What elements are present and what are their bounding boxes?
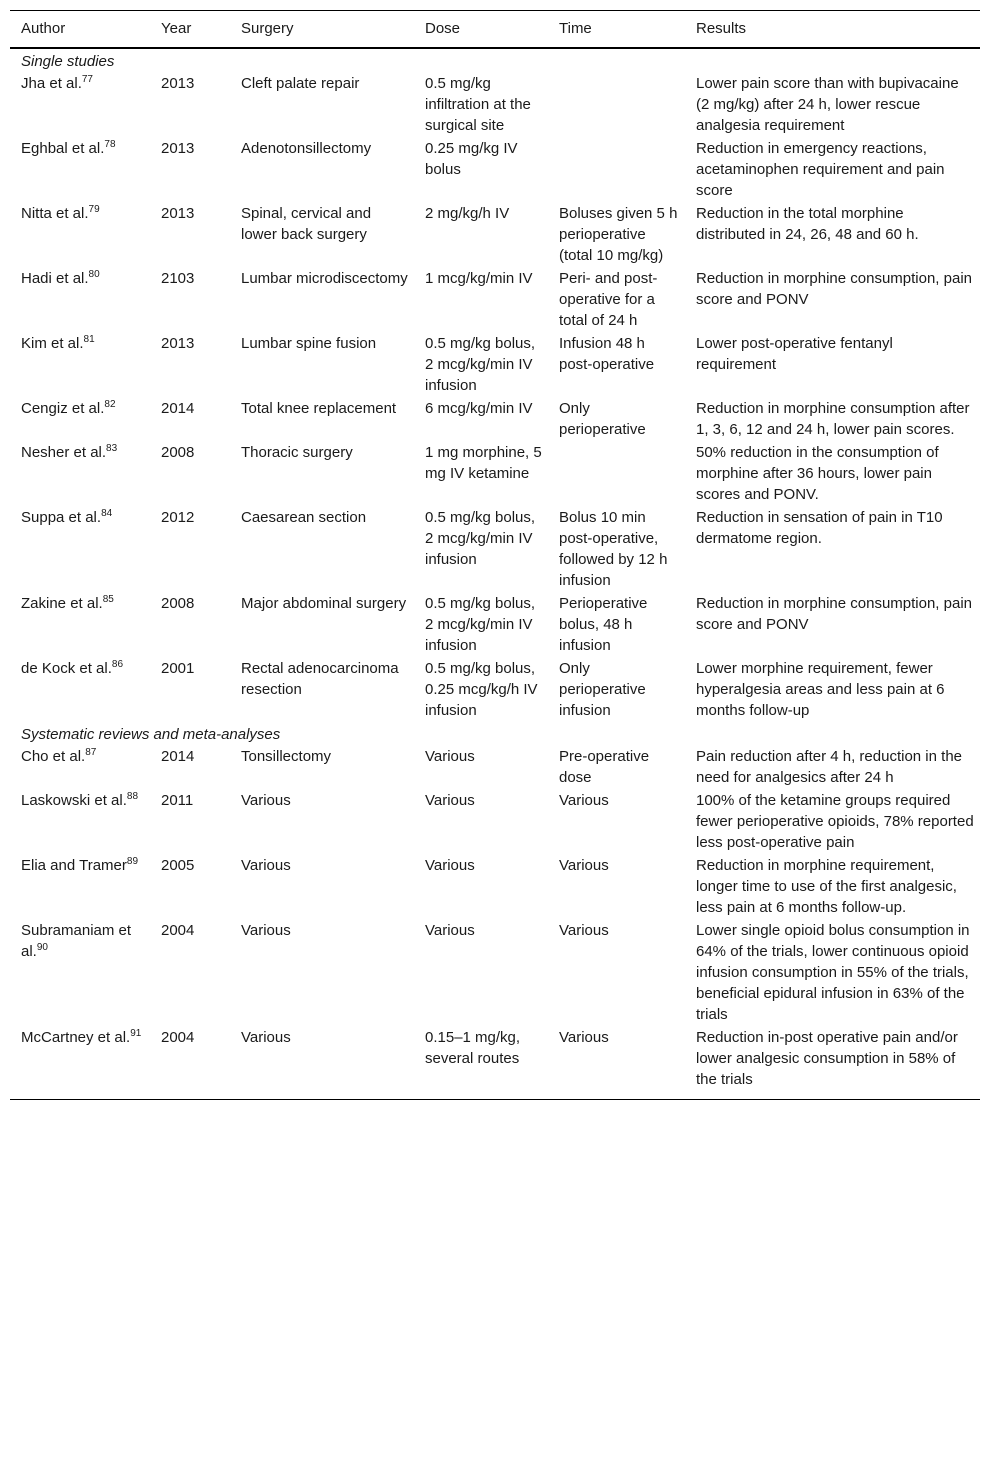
table-row (10, 441, 980, 506)
cell-time: Various (559, 857, 609, 874)
cell-results: Reduction in morphine requirement, longer time to use of the first analgesic, less pain at 6 months follow-up. (696, 857, 957, 916)
cell-time: Infusion 48 h post-operative (559, 335, 655, 373)
cell-year: 2013 (161, 205, 195, 222)
table-row (10, 332, 980, 397)
cell-surgery: Thoracic surgery (241, 444, 353, 461)
cell-surgery: Various (241, 922, 291, 939)
header-results: Results (685, 11, 980, 49)
cell-year: 2013 (161, 335, 195, 352)
table-row (10, 506, 980, 592)
reference-number: 79 (88, 204, 100, 215)
cell-dose: Various (425, 857, 475, 874)
table-row (10, 657, 980, 722)
cell-surgery: Various (230, 1026, 414, 1100)
cell-surgery: Lumbar spine fusion (241, 335, 377, 352)
author-name: Hadi et al. (21, 270, 89, 287)
cell-year: 2012 (161, 509, 195, 526)
author-name: Cengiz et al. (21, 400, 105, 417)
cell-surgery: Caesarean section (241, 509, 367, 526)
author-name: Suppa et al. (21, 509, 102, 526)
author-name: Eghbal et al. (21, 140, 105, 157)
cell-time: Boluses given 5 h perioperative (total 10 mg/kg) (559, 205, 678, 264)
author-name: McCartney et al. (21, 1029, 131, 1046)
reference-number: 80 (88, 269, 100, 280)
cell-year: 2001 (161, 660, 195, 677)
header-year: Year (150, 11, 230, 49)
cell-dose: 0.5 mg/kg bolus, 2 mcg/kg/min IV infusion (425, 335, 536, 394)
section-title: Single studies (21, 53, 115, 70)
cell-results: Reduction in emergency reactions, acetaminophen requirement and pain score (696, 140, 945, 199)
cell-author (10, 657, 150, 722)
cell-results: Lower single opioid bolus consumption in 64% of the trials, lower continuous opioid infusion consumption in 55% of the trials, beneficial epidural infusion in 63% of the trials (696, 922, 970, 1023)
author-name: Nesher et al. (21, 444, 107, 461)
header-dose: Dose (414, 11, 548, 49)
table-row (10, 745, 980, 789)
cell-results: Reduction in morphine consumption, pain score and PONV (696, 595, 972, 633)
cell-time (548, 72, 685, 137)
cell-time: Various (548, 1026, 685, 1100)
cell-surgery: Adenotonsillectomy (241, 140, 372, 157)
section-heading-row (10, 48, 980, 72)
cell-year: 2014 (161, 400, 195, 417)
cell-author (10, 745, 150, 789)
cell-time: Various (559, 922, 609, 939)
cell-dose: 0.5 mg/kg bolus, 0.25 mcg/kg/h IV infusion (425, 660, 538, 719)
cell-dose: 1 mg morphine, 5 mg IV ketamine (425, 444, 542, 482)
reference-number: 83 (106, 443, 118, 454)
table-row (10, 1026, 980, 1100)
table-row (10, 919, 980, 1026)
cell-year: 2014 (161, 748, 195, 765)
cell-author (10, 72, 150, 137)
author-name: Laskowski et al. (21, 792, 127, 809)
cell-time: Only perioperative (559, 400, 646, 438)
cell-results: Reduction in-post operative pain and/or lower analgesic consumption in 58% of the trials (685, 1026, 980, 1100)
author-name: Kim et al. (21, 335, 84, 352)
cell-time: Bolus 10 min post-operative, followed by 12 h infusion (559, 509, 668, 589)
cell-time (548, 137, 685, 202)
cell-author (10, 137, 150, 202)
cell-results: Pain reduction after 4 h, reduction in the need for analgesics after 24 h (696, 748, 963, 786)
cell-dose: Various (425, 922, 475, 939)
cell-time: Peri- and post-operative for a total of 24 h (559, 270, 658, 329)
cell-results: Lower post-operative fentanyl requirement (696, 335, 893, 373)
table-body (10, 48, 980, 1100)
cell-time (548, 441, 685, 506)
cell-surgery: Lumbar microdiscectomy (241, 270, 408, 287)
cell-surgery: Tonsillectomy (241, 748, 332, 765)
section-title: Systematic reviews and meta-analyses (21, 726, 281, 743)
table-row (10, 137, 980, 202)
reference-number: 88 (126, 791, 139, 802)
cell-surgery: Major abdominal surgery (241, 595, 407, 612)
cell-author (10, 202, 150, 267)
cell-author (10, 854, 150, 919)
cell-dose: 0.5 mg/kg infiltration at the surgical site (425, 75, 531, 134)
cell-year: 2008 (161, 595, 195, 612)
cell-dose: 1 mcg/kg/min IV (425, 270, 533, 287)
cell-dose: 0.15–1 mg/kg, several routes (414, 1026, 548, 1100)
cell-surgery: Total knee replacement (241, 400, 397, 417)
header-author: Author (10, 11, 150, 49)
cell-time: Only perioperative infusion (559, 660, 646, 719)
cell-dose: Various (425, 792, 475, 809)
table-row (10, 854, 980, 919)
cell-year: 2011 (161, 792, 194, 809)
reference-number: 84 (101, 508, 113, 519)
cell-dose: 0.5 mg/kg bolus, 2 mcg/kg/min IV infusion (425, 595, 536, 654)
author-name: Subramaniam et al. (21, 922, 132, 960)
cell-time: Pre-operative dose (559, 748, 650, 786)
table-row (10, 789, 980, 854)
author-name: Elia and Tramer (21, 857, 127, 874)
cell-results: Reduction in the total morphine distributed in 24, 26, 48 and 60 h. (696, 205, 919, 243)
cell-author (10, 332, 150, 397)
cell-results: Reduction in sensation of pain in T10 dermatome region. (696, 509, 943, 547)
cell-author (10, 267, 150, 332)
reference-number: 91 (130, 1028, 142, 1039)
cell-results: Lower pain score than with bupivacaine (2 mg/kg) after 24 h, lower rescue analgesia requirement (696, 75, 959, 134)
reference-number: 89 (126, 856, 139, 867)
cell-author (10, 506, 150, 592)
header-row (10, 11, 980, 49)
cell-author (10, 919, 150, 1026)
cell-author (10, 397, 150, 441)
section-heading-row (10, 722, 980, 745)
cell-results: 50% reduction in the consumption of morphine after 36 hours, lower pain scores and PONV. (696, 444, 939, 503)
cell-results: Reduction in morphine consumption, pain score and PONV (696, 270, 972, 308)
reference-number: 90 (36, 942, 48, 953)
cell-dose: 0.5 mg/kg bolus, 2 mcg/kg/min IV infusion (425, 509, 536, 568)
cell-year: 2103 (161, 270, 195, 287)
table-header (10, 11, 980, 49)
cell-dose: Various (425, 748, 475, 765)
cell-year: 2005 (161, 857, 195, 874)
reference-number: 78 (104, 139, 116, 150)
author-name: Nitta et al. (21, 205, 89, 222)
cell-surgery: Rectal adenocarcinoma resection (241, 660, 399, 698)
cell-results: Lower morphine requirement, fewer hyperalgesia areas and less pain at 6 months follow-up (696, 660, 945, 719)
cell-dose: 0.25 mg/kg IV bolus (425, 140, 518, 178)
reference-number: 85 (102, 594, 114, 605)
cell-surgery: Cleft palate repair (241, 75, 360, 92)
cell-year: 2013 (161, 75, 195, 92)
reference-number: 77 (81, 74, 93, 85)
cell-dose: 2 mg/kg/h IV (425, 205, 510, 222)
header-surgery: Surgery (230, 11, 414, 49)
study-table-container (10, 10, 980, 1100)
ketamine-studies-table (10, 10, 980, 1100)
author-name: de Kock et al. (21, 660, 112, 677)
header-time: Time (548, 11, 685, 49)
table-row (10, 267, 980, 332)
reference-number: 86 (111, 659, 124, 670)
cell-time: Perioperative bolus, 48 h infusion (559, 595, 648, 654)
reference-number: 81 (83, 334, 95, 345)
cell-author (10, 592, 150, 657)
table-row (10, 202, 980, 267)
table-row (10, 592, 980, 657)
reference-number: 87 (85, 747, 97, 758)
cell-year: 2004 (150, 1026, 230, 1100)
cell-time: Various (559, 792, 609, 809)
table-row (10, 72, 980, 137)
cell-author (10, 789, 150, 854)
cell-surgery: Various (241, 792, 291, 809)
cell-author (10, 441, 150, 506)
author-name: Zakine et al. (21, 595, 103, 612)
cell-dose: 6 mcg/kg/min IV (425, 400, 533, 417)
cell-results: 100% of the ketamine groups required fewer perioperative opioids, 78% reported less post-operative pain (696, 792, 974, 851)
reference-number: 82 (104, 399, 116, 410)
cell-year: 2013 (161, 140, 195, 157)
author-name: Cho et al. (21, 748, 86, 765)
cell-results: Reduction in morphine consumption after 1, 3, 6, 12 and 24 h, lower pain scores. (696, 400, 970, 438)
cell-year: 2008 (161, 444, 195, 461)
table-row (10, 397, 980, 441)
cell-surgery: Spinal, cervical and lower back surgery (241, 205, 372, 243)
cell-surgery: Various (241, 857, 291, 874)
cell-year: 2004 (161, 922, 195, 939)
cell-author (10, 1026, 150, 1100)
author-name: Jha et al. (21, 75, 82, 92)
